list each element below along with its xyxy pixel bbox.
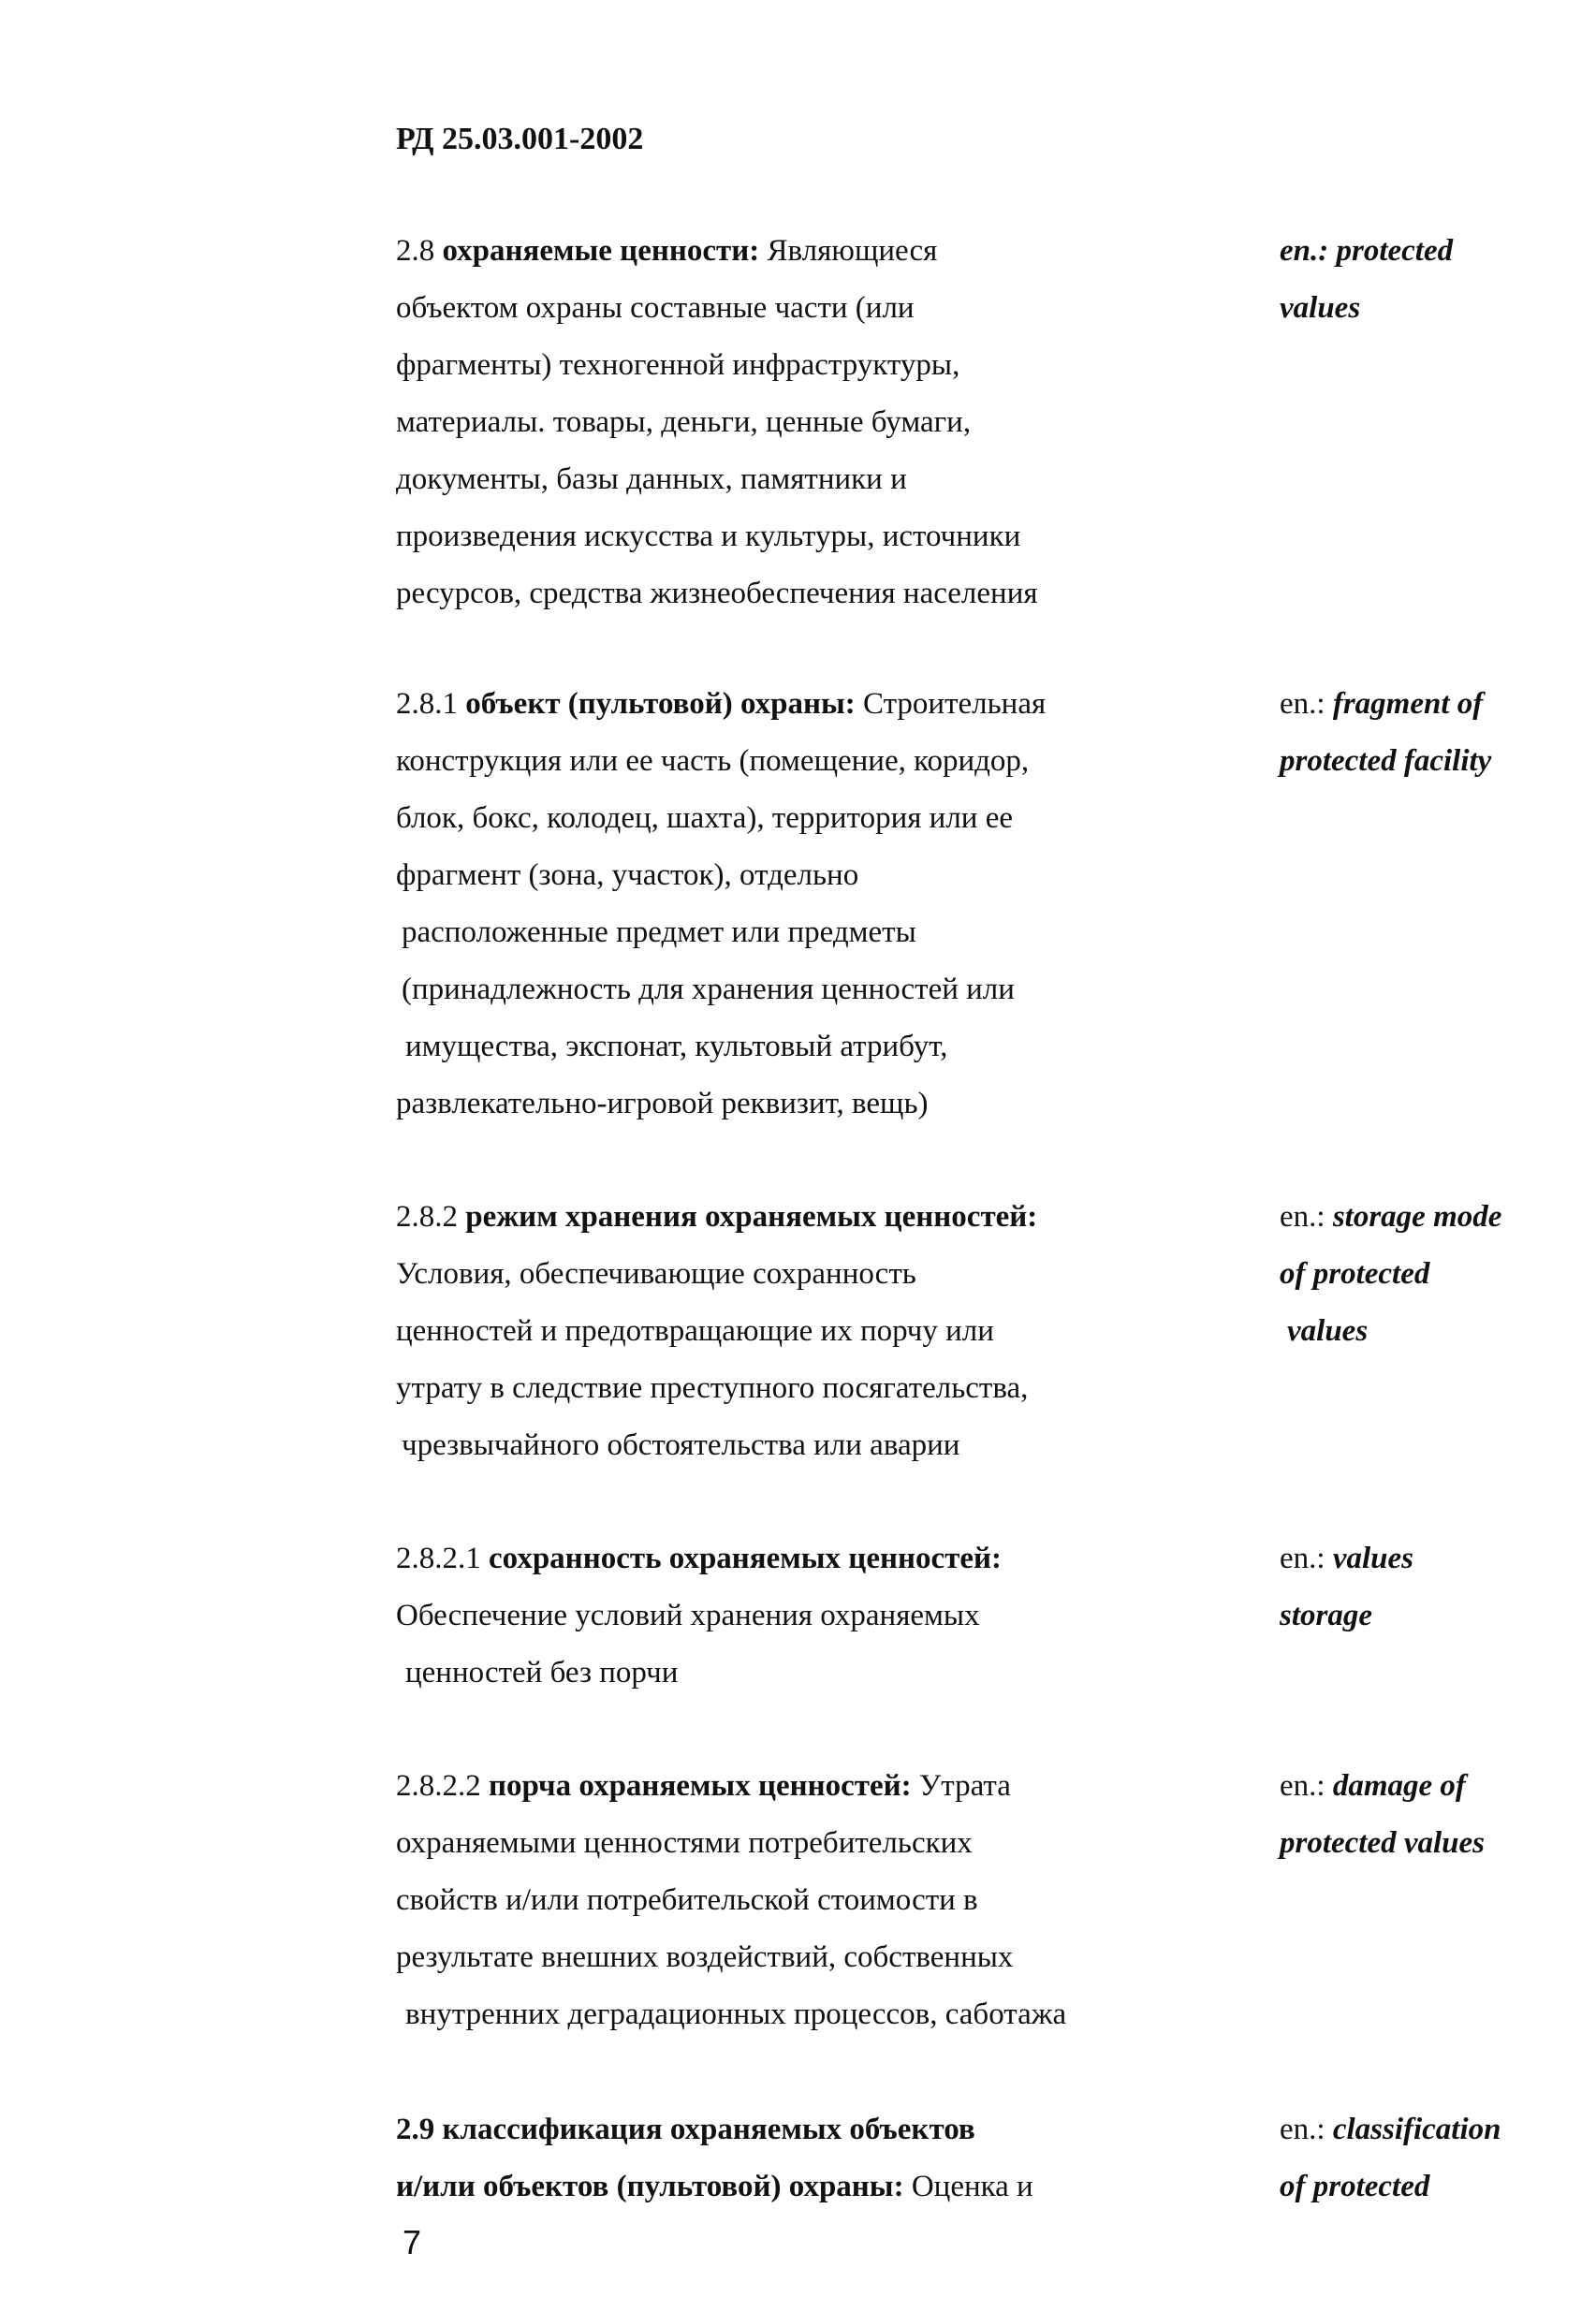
en-term-line: storage (1280, 1599, 1372, 1632)
en-term-line: values (1280, 291, 1361, 325)
en-term-line: protected facility (1280, 744, 1492, 778)
term-definition (396, 223, 1126, 622)
term-name: сохранность охраняемых ценностей: (489, 1542, 1002, 1575)
en-prefix: en.: (1280, 1542, 1325, 1575)
definition-line (396, 1189, 1126, 1246)
definition-line: Условия, обеспечивающие сохранность (396, 1257, 916, 1291)
definition-line: блок, бокс, колодец, шахта), территория или ее (396, 801, 1013, 835)
definition-line: утрату в следствие преступного посягательства, (396, 1371, 1029, 1405)
definition-line: 2.8 охраняемые ценности: Являющиеся (396, 234, 938, 268)
en-term-line: storage mode (1332, 1200, 1502, 1234)
definition-line: Обеспечение условий хранения охраняемых (396, 1599, 980, 1632)
en-prefix: en.: (1280, 1769, 1325, 1803)
definition-line: документы, базы данных, памятники и (396, 462, 907, 496)
definition-line: конструкция или ее часть (помещение, коридор, (396, 744, 1030, 778)
definition-line: расположенные предмет или предметы (402, 915, 916, 949)
en-term-line: classification (1332, 2113, 1501, 2146)
term-number: 2.8.1 (396, 687, 458, 721)
definition-line: 2.8.2.2 порча охраняемых ценностей: Утрата (396, 1769, 1011, 1803)
english-equivalent (1280, 1530, 1570, 1645)
term-definition (396, 1189, 1126, 1474)
term-definition (396, 2101, 1126, 2216)
definition-line: ценностей без порчи (405, 1656, 679, 1690)
definition-line: 2.8.1 объект (пультовой) охраны: Строительная (396, 687, 1047, 721)
definition-line: фрагмент (зона, участок), отдельно (396, 858, 859, 892)
en-prefix: en.: (1280, 2113, 1325, 2146)
en-term-line: fragment of (1332, 687, 1484, 721)
en-prefix: en.: (1280, 234, 1329, 268)
definition-line: объектом охраны составные части (или (396, 291, 915, 325)
document-code: РД 25.03.001-2002 (396, 122, 644, 156)
term-definition (396, 1530, 1126, 1702)
definition-line: фрагменты) техногенной инфраструктуры, (396, 348, 960, 382)
term-name: классификация охраняемых объектов (442, 2113, 975, 2146)
definition-line: охраняемыми ценностями потребительских (396, 1826, 973, 1860)
en-term-line: protected (1336, 234, 1454, 268)
en-term-line: damage of (1332, 1769, 1466, 1803)
definition-line: результате внешних воздействий, собственных (396, 1940, 1014, 1974)
en-term-line: of protected (1280, 2170, 1430, 2203)
definition-line: ресурсов, средства жизнеобеспечения населения (396, 577, 1038, 610)
term-name-continued: и/или объектов (пультовой) охраны: (396, 2170, 904, 2203)
term-definition (396, 1758, 1126, 2043)
term-definition (396, 676, 1126, 1133)
term-name: охраняемые ценности: (442, 234, 760, 268)
term-number: 2.8.2.1 (396, 1542, 481, 1575)
definition-line: имущества, экспонат, культовый атрибут, (405, 1030, 948, 1063)
term-name: режим хранения охраняемых ценностей: (465, 1200, 1038, 1234)
en-term-line: values (1332, 1542, 1413, 1575)
definition-line: произведения искусства и культуры, источники (396, 519, 1021, 553)
en-term-line: of protected (1280, 1257, 1430, 1291)
term-name: объект (пультовой) охраны: (465, 687, 856, 721)
definition-line (396, 1530, 1126, 1587)
definition-line: и/или объектов (пультовой) охраны: Оценка и (396, 2170, 1033, 2203)
english-equivalent (1280, 223, 1570, 337)
en-term-line: values (1287, 1314, 1369, 1348)
definition-line: развлекательно-игровой реквизит, вещь) (396, 1087, 929, 1120)
definition-line: материалы. товары, деньги, ценные бумаги, (396, 405, 972, 439)
term-number: 2.8 (396, 234, 435, 268)
definition-line: ценностей и предотвращающие их порчу или (396, 1314, 994, 1348)
en-term-line: protected values (1280, 1826, 1486, 1860)
en-prefix: en.: (1280, 1200, 1325, 1234)
english-equivalent (1280, 1189, 1570, 1360)
page-number: 7 (403, 2223, 422, 2261)
definition-line: свойств и/или потребительской стоимости в (396, 1883, 978, 1917)
english-equivalent (1280, 1758, 1570, 1872)
definition-line: чрезвычайного обстоятельства или аварии (402, 1428, 960, 1462)
english-equivalent (1280, 2101, 1570, 2216)
english-equivalent (1280, 676, 1570, 790)
en-prefix: en.: (1280, 687, 1325, 721)
term-name: порча охраняемых ценностей: (489, 1769, 912, 1803)
term-number: 2.9 (396, 2113, 435, 2146)
term-number: 2.8.2 (396, 1200, 458, 1234)
term-number: 2.8.2.2 (396, 1769, 481, 1803)
definition-line: (принадлежность для хранения ценностей или (402, 973, 1015, 1006)
definition-line (396, 2101, 1126, 2158)
definition-line: внутренних деградационных процессов, саботажа (405, 1997, 1067, 2031)
